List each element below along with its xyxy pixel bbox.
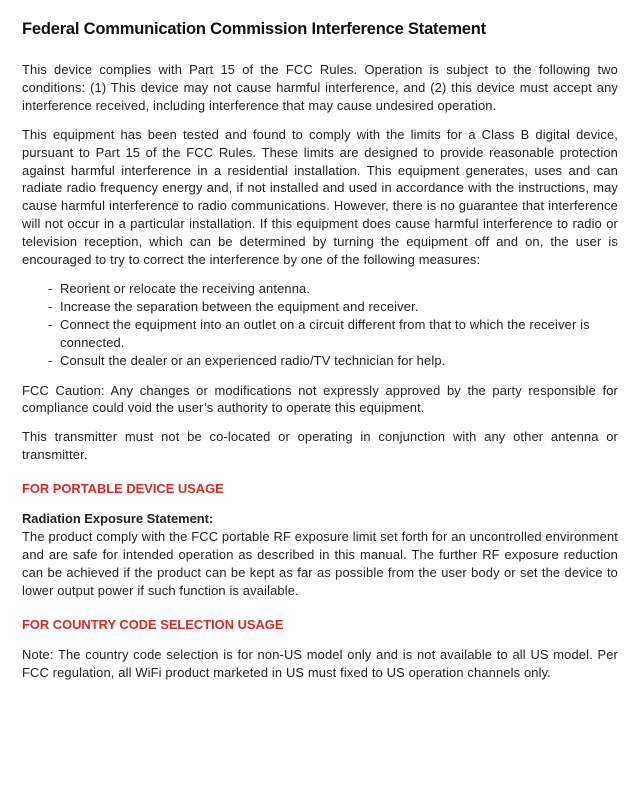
document-page [22, 20, 618, 692]
page-title: Federal Communication Commission Interference Statement [22, 20, 486, 38]
equipment-paragraph: This equipment has been tested and found to comply with the limits for a Class B digital device, pursuant to Part 15 of the FCC Rules. These limits are designed to provide reasonable protection against harmful interference in a residential installation. This equipment generates, uses and can radiate radio frequency energy and, if not installed and used in accordance with the instructions, may cause harmful interference to radio communications. However, there is no guarantee that interference will not occur in a particular installation. If this equipment does cause harmful interference to radio or television reception, which can be determined by turning the equipment off and on, the user is encouraged to try to correct the interference by one of the following measures: [22, 126, 618, 268]
measures-list [48, 280, 618, 370]
radiation-subheading: Radiation Exposure Statement: [22, 511, 214, 527]
portable-usage-heading: FOR PORTABLE DEVICE USAGE [22, 481, 224, 497]
list-item: - Consult the dealer or an experienced radio/TV technician for help. [48, 352, 618, 370]
country-code-heading: FOR COUNTRY CODE SELECTION USAGE [22, 616, 284, 632]
list-item: - Reorient or relocate the receiving antenna. [48, 280, 618, 298]
transmitter-paragraph: This transmitter must not be co-located or operating in conjunction with any other antenna or transmitter. [22, 429, 618, 463]
list-item: - Increase the separation between the equipment and receiver. [48, 298, 618, 316]
intro-paragraph: This device complies with Part 15 of the FCC Rules. Operation is subject to the following two conditions: (1) This device may not cause harmful interference, and (2) this device must accept any interference received, including interference that may cause undesired operation. [22, 62, 618, 113]
country-code-paragraph: Note: The country code selection is for non-US model only and is not available to all US model. Per FCC regulation, all WiFi product marketed in US must fixed to US operation channels only. [22, 646, 618, 680]
radiation-paragraph: The product comply with the FCC portable RF exposure limit set forth for an uncontrolled environment and are safe for intended operation as described in this manual. The further RF exposure reduction can be achieved if the product can be kept as far as possible from the user body or set the device to lower output power if such function is available. [22, 529, 618, 598]
list-item: - Connect the equipment into an outlet on a circuit different from that to which the receiver is connected. [48, 316, 618, 352]
caution-paragraph: FCC Caution: Any changes or modifications not expressly approved by the party responsible for compliance could void the user’s authority to operate this equipment. [22, 382, 618, 416]
